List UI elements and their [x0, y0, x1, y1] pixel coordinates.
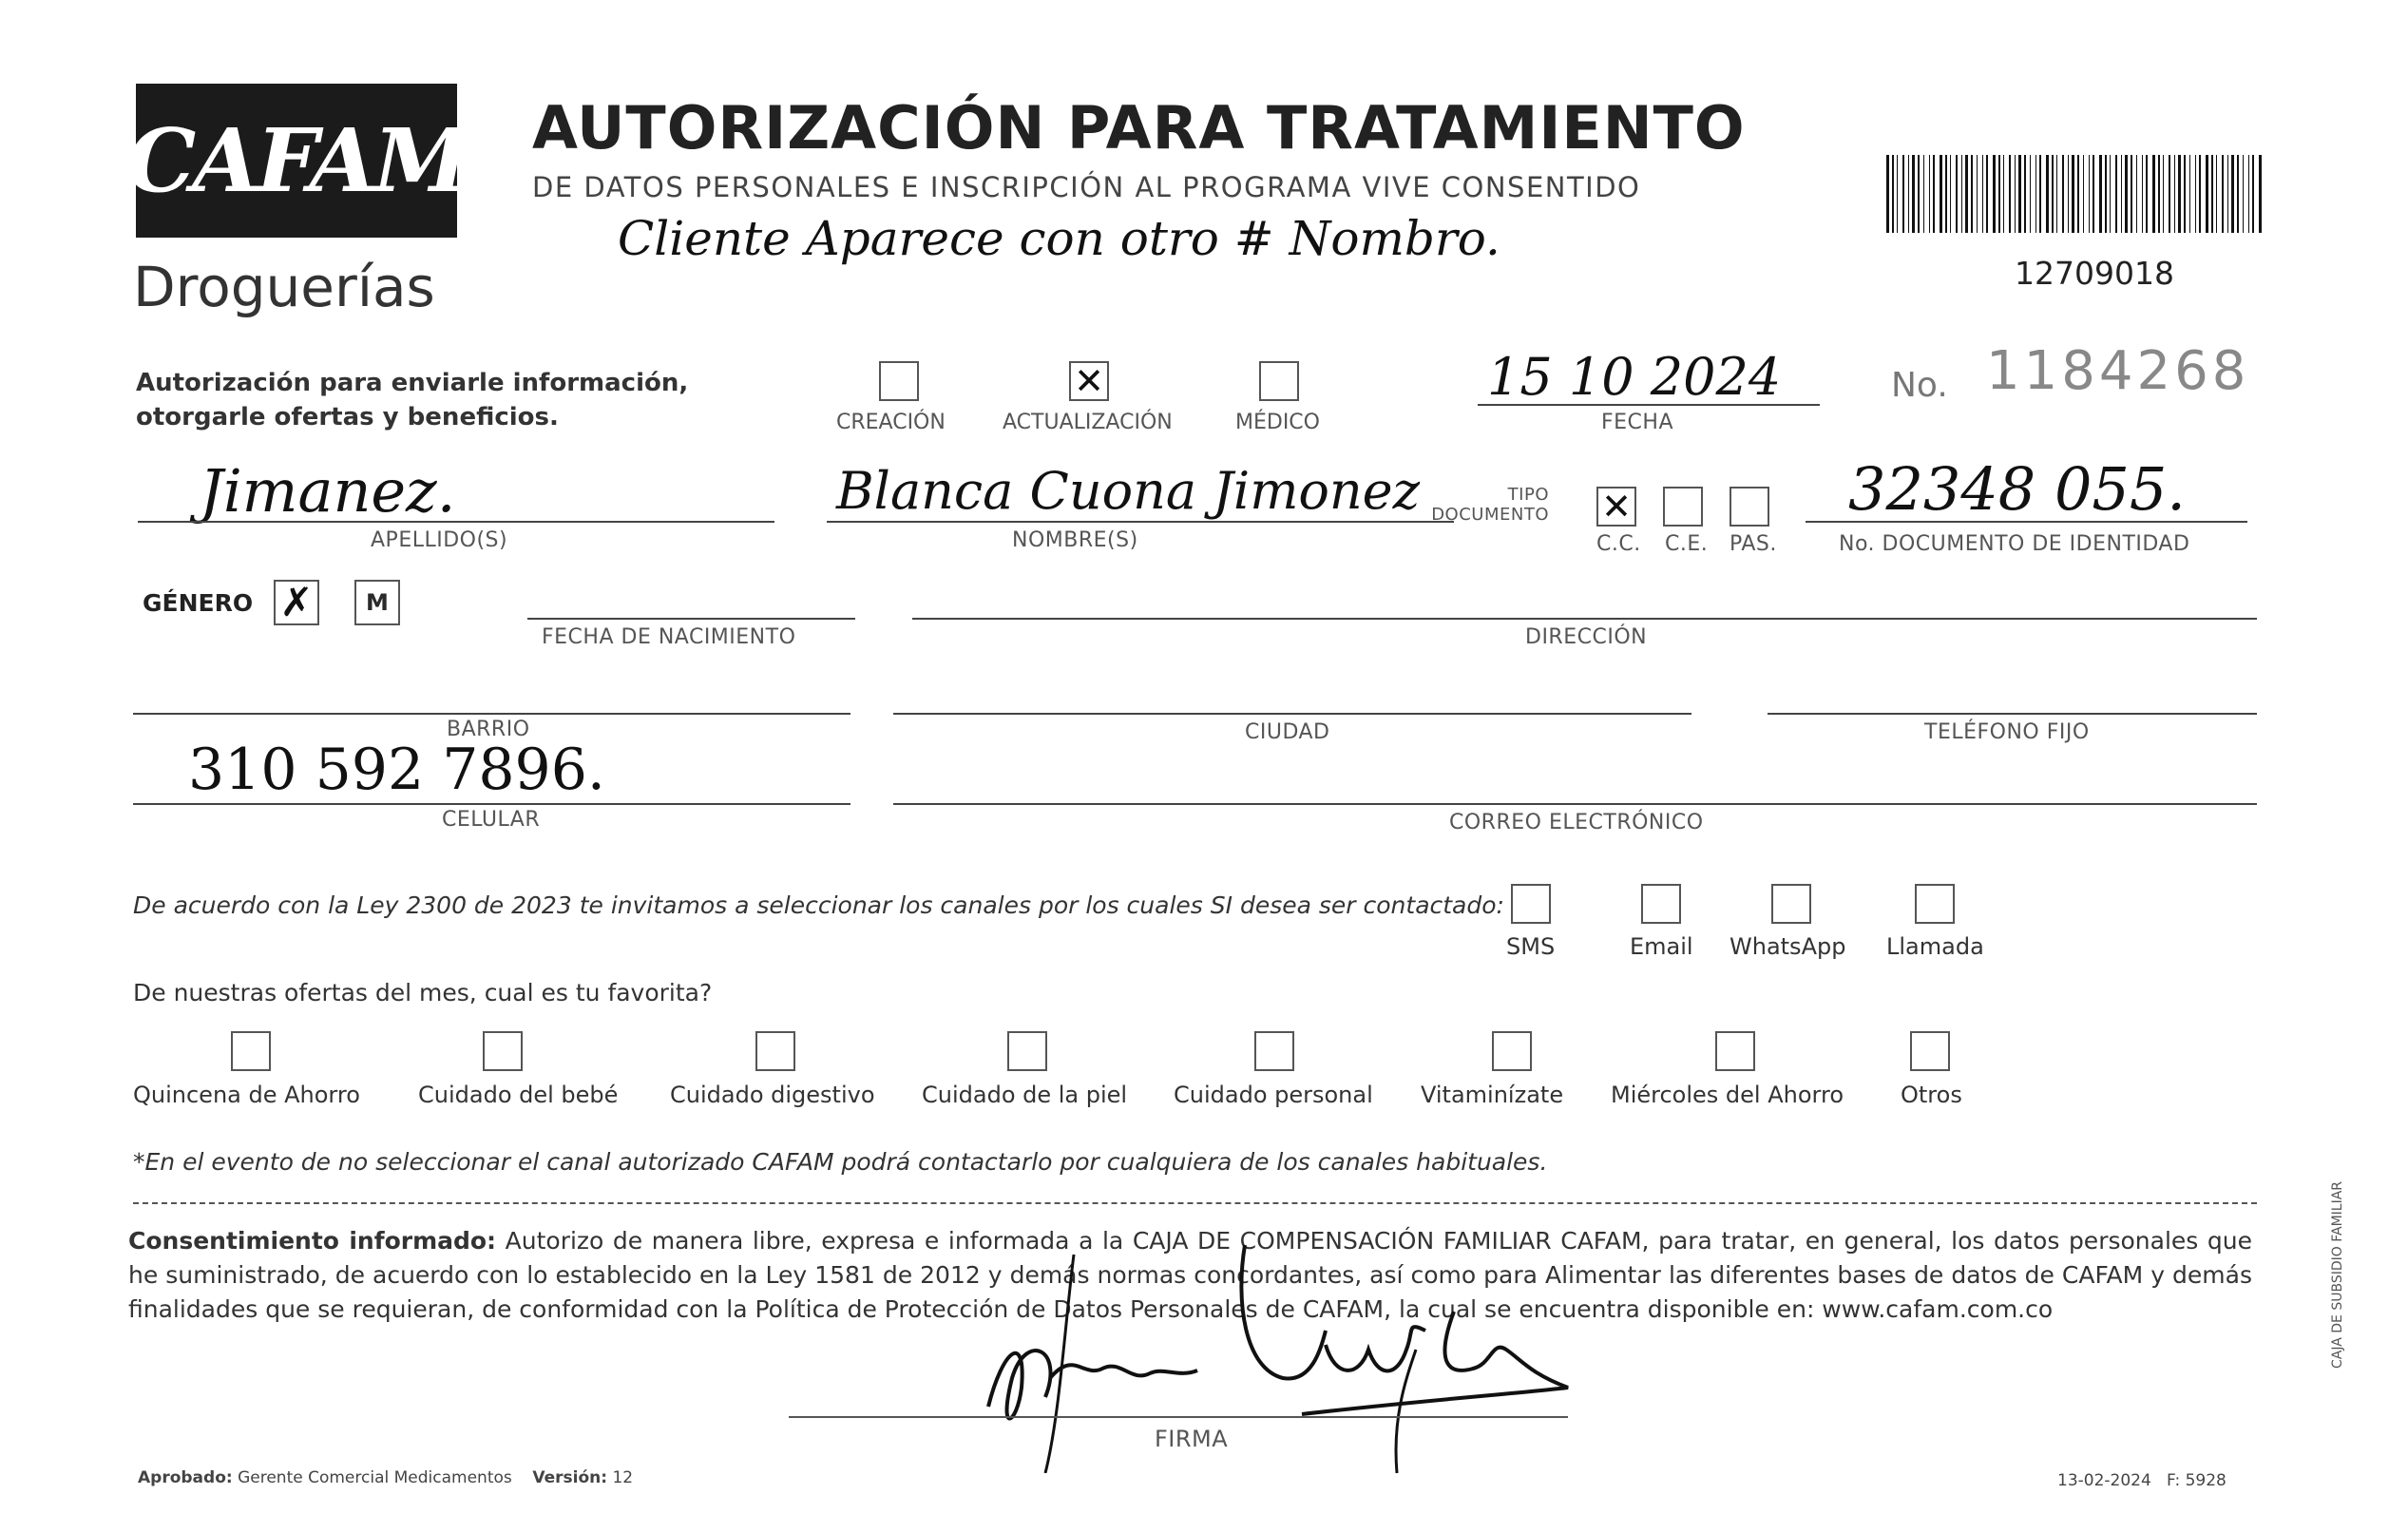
checkbox-ce[interactable]: [1663, 487, 1703, 527]
documento-line: [1806, 521, 2247, 523]
channels-text: De acuerdo con la Ley 2300 de 2023 te invitamos a seleccionar los canales por los cuales SI desea ser contactado:: [133, 891, 1504, 919]
label-ce: C.E.: [1665, 532, 1709, 556]
direccion-label: DIRECCIÓN: [1525, 625, 1648, 649]
checkbox-pas[interactable]: [1730, 487, 1769, 527]
firma-label: FIRMA: [1155, 1426, 1229, 1452]
form-title: AUTORIZACIÓN PARA TRATAMIENTO: [532, 93, 1746, 163]
ciudad-line: [893, 713, 1691, 715]
checkbox-miercoles[interactable]: [1715, 1031, 1755, 1071]
checkbox-otros[interactable]: [1910, 1031, 1950, 1071]
telefono-line: [1768, 713, 2257, 715]
apellidos-value[interactable]: Jimanez.: [200, 456, 456, 526]
fecha-value[interactable]: [1487, 347, 1781, 407]
barcode-number: 12709018: [2015, 255, 2174, 292]
label-personal: Cuidado personal: [1174, 1082, 1373, 1108]
label-actualizacion: ACTUALIZACIÓN: [1003, 411, 1173, 434]
consent-text: Autorizo de manera libre, expresa e informada a la CAJA DE COMPENSACIÓN FAMILIAR CAFAM, para tratar, en general, los datos personales que he suministrado, de acuerdo con lo establecido en la Ley 1581 de 2012 y demás normas concordantes, así como para Alimentar las diferentes bases de datos de CAFAM y demás finalidades que se requieran, de conformidad con la Política de Protección de Datos Personales de CAFAM, la cual se encuentra disponible en: www.cafam.com.co: [128, 1227, 2252, 1323]
form-number: 1184268: [1986, 340, 2250, 402]
intro-line-1: Autorización para enviarle información,: [136, 369, 689, 397]
checkbox-sms[interactable]: [1511, 884, 1551, 924]
aprobado-label: Aprobado:: [138, 1468, 233, 1487]
documento-label: No. DOCUMENTO DE IDENTIDAD: [1839, 532, 2190, 556]
tipo-documento-label: TIPO DOCUMENTO: [1431, 485, 1549, 525]
checkbox-piel[interactable]: [1007, 1031, 1047, 1071]
logo-text: CAFAM: [126, 109, 467, 212]
celular-line: [133, 803, 850, 805]
checkbox-actualizacion-mark: ✕: [1074, 360, 1104, 402]
fecha-month: 10: [1568, 347, 1634, 407]
direccion-line: [912, 618, 2257, 620]
checkbox-cc[interactable]: [1596, 487, 1636, 527]
checkbox-whatsapp[interactable]: [1771, 884, 1811, 924]
label-miercoles: Miércoles del Ahorro: [1611, 1082, 1844, 1108]
firma-line: [789, 1416, 1568, 1418]
handwritten-note: Cliente Aparece con otro # Nombro.: [618, 211, 1500, 266]
side-seal: CAJA DE SUBSIDIO FAMILIAR: [2330, 1180, 2345, 1369]
form-subtitle: DE DATOS PERSONALES E INSCRIPCIÓN AL PROGRAMA VIVE CONSENTIDO: [532, 171, 1641, 203]
checkbox-digestivo[interactable]: [755, 1031, 795, 1071]
celular-value[interactable]: 310 592 7896.: [188, 737, 605, 803]
checkbox-quincena[interactable]: [231, 1031, 271, 1071]
celular-label: CELULAR: [442, 808, 541, 832]
checkbox-creacion[interactable]: [879, 361, 919, 401]
checkbox-cc-mark: ✕: [1601, 486, 1632, 527]
fecha-day: 15: [1487, 347, 1553, 407]
number-label: No.: [1891, 366, 1948, 405]
footer-right: [2057, 1471, 2226, 1490]
barrio-line: [133, 713, 850, 715]
label-quincena: Quincena de Ahorro: [133, 1082, 360, 1108]
checkbox-vitaminizate[interactable]: [1492, 1031, 1532, 1071]
fecha-nacimiento-label: FECHA DE NACIMIENTO: [542, 625, 796, 649]
version-label: Versión:: [532, 1468, 608, 1487]
apellidos-line: [138, 521, 774, 523]
correo-label: CORREO ELECTRÓNICO: [1449, 811, 1704, 834]
checkbox-genero-f[interactable]: [274, 580, 319, 625]
checkbox-genero-f-mark: ✗: [279, 579, 314, 625]
documento-value[interactable]: 32348 055.: [1848, 454, 2186, 524]
nombres-line: [827, 521, 1454, 523]
consent-title: Consentimiento informado:: [128, 1227, 497, 1255]
footer-date: 13-02-2024: [2057, 1471, 2151, 1490]
checkbox-genero-m[interactable]: M: [354, 580, 400, 625]
label-sms: SMS: [1506, 933, 1556, 960]
barcode: [1886, 155, 2266, 233]
label-digestivo: Cuidado digestivo: [670, 1082, 875, 1108]
intro-line-2: otorgarle ofertas y beneficios.: [136, 403, 559, 431]
telefono-label: TELÉFONO FIJO: [1924, 720, 2090, 744]
brand-subtitle: Droguerías: [133, 255, 435, 319]
fecha-year: 2024: [1650, 347, 1782, 407]
fecha-line: [1478, 404, 1820, 406]
label-vitaminizate: Vitaminízate: [1421, 1082, 1564, 1108]
barrio-label: BARRIO: [447, 718, 530, 741]
label-creacion: CREACIÓN: [836, 411, 946, 434]
label-bebe: Cuidado del bebé: [418, 1082, 619, 1108]
label-otros: Otros: [1901, 1082, 1962, 1108]
label-email: Email: [1630, 933, 1693, 960]
checkbox-personal[interactable]: [1254, 1031, 1294, 1071]
cafam-logo: [126, 84, 467, 238]
channels-note: *En el evento de no seleccionar el canal autorizado CAFAM podrá contactarlo por cualquiera de los canales habituales.: [133, 1148, 1548, 1176]
nombres-label: NOMBRE(S): [1012, 528, 1138, 552]
correo-line: [893, 803, 2257, 805]
aprobado-value: Gerente Comercial Medicamentos: [238, 1468, 512, 1487]
fecha-label: FECHA: [1601, 411, 1674, 434]
label-cc: C.C.: [1596, 532, 1641, 556]
label-pas: PAS.: [1730, 532, 1777, 556]
checkbox-bebe[interactable]: [483, 1031, 523, 1071]
checkbox-medico[interactable]: [1259, 361, 1299, 401]
checkbox-actualizacion[interactable]: [1069, 361, 1109, 401]
offers-question: De nuestras ofertas del mes, cual es tu favorita?: [133, 979, 713, 1006]
signature: [960, 1188, 1606, 1473]
fecha-nacimiento-line: [527, 618, 855, 620]
nombres-value[interactable]: Blanca Cuona Jimonez: [836, 461, 1421, 521]
footer-approval: [138, 1468, 633, 1487]
label-llamada: Llamada: [1886, 933, 1984, 960]
checkbox-email[interactable]: [1641, 884, 1681, 924]
label-whatsapp: WhatsApp: [1730, 933, 1846, 960]
label-piel: Cuidado de la piel: [922, 1082, 1128, 1108]
intro-text: [136, 366, 688, 434]
footer-code: F: 5928: [2167, 1471, 2226, 1490]
version-value: 12: [612, 1468, 634, 1487]
genero-label: GÉNERO: [143, 589, 254, 617]
checkbox-llamada[interactable]: [1915, 884, 1955, 924]
apellidos-label: APELLIDO(S): [371, 528, 508, 552]
ciudad-label: CIUDAD: [1245, 720, 1330, 744]
label-medico: MÉDICO: [1235, 411, 1320, 434]
